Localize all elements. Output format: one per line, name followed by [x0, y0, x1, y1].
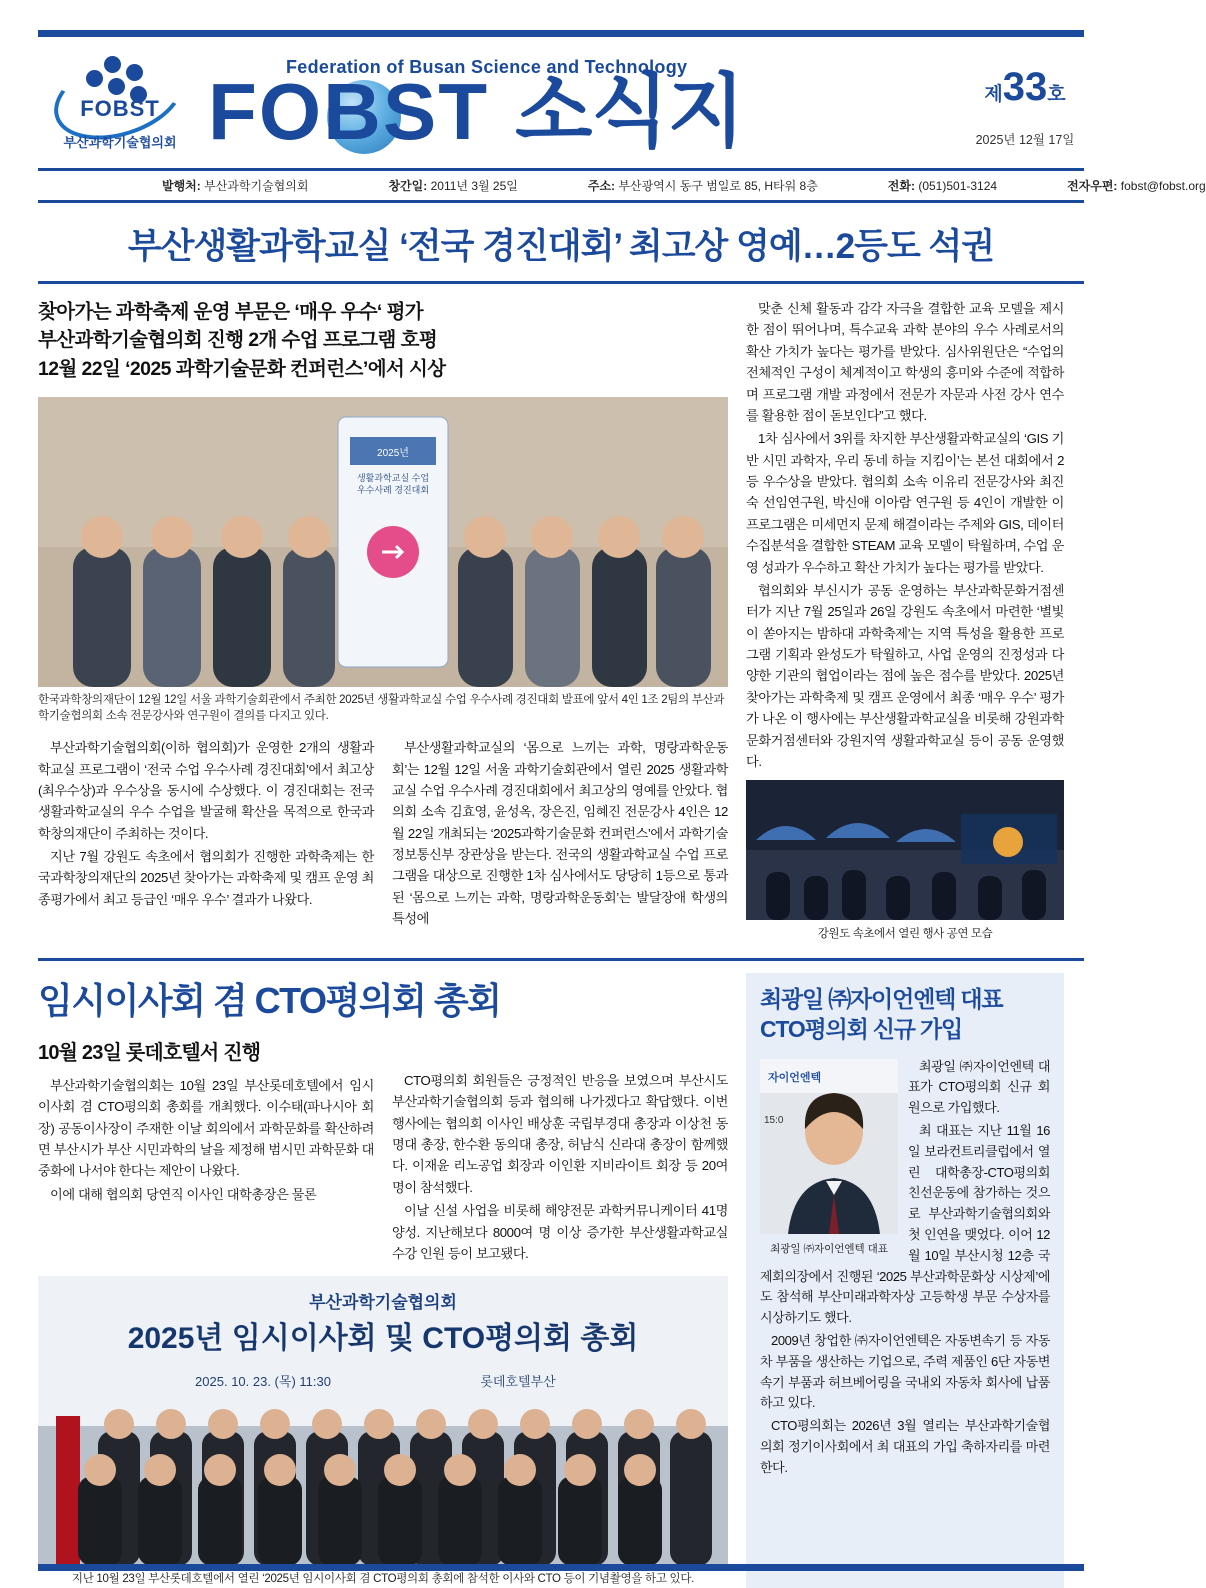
english-title: Federation of Busan Science and Technology	[286, 57, 688, 77]
issue-number-line	[966, 65, 1084, 110]
email-value: fobst@fobst.org	[1120, 179, 1206, 193]
photo3-date: 2025. 10. 23. (목) 11:30	[195, 1374, 331, 1390]
masthead	[38, 41, 1084, 166]
publisher-value: 부산과학기술협의회	[204, 179, 309, 193]
article2-col2-p2: 이날 신설 사업을 비롯해 해양전문 과학커뮤니케이터 41명 양성. 지난해보다 8000여 명 이상 증가한 부산생활과학교실 수강 인원 등이 보고됐다.	[392, 1203, 728, 1261]
phone-label: 전화:	[887, 179, 915, 193]
phone-value: (051)501-3124	[918, 179, 998, 193]
phone-info	[888, 177, 997, 194]
fobst-logo	[38, 46, 200, 162]
top-rule	[38, 30, 1084, 37]
article1-col1-p1: 부산과학기술협의회(이하 협의회)가 운영한 2개의 생활과학교실 프로그램이 ‘전국 수업 우수사례 경진대회’에서 최고상(최우수상)과 우수상을 동시에 수상했다. 이 경진대회는 전국 생활과학교실의 우수 수업을 발굴해 확산을 목적으로 한국과학창의재단이 주최하는 것이다.	[38, 740, 374, 841]
title-block	[200, 57, 966, 156]
main-title-en: FOBST	[208, 67, 490, 156]
logo-subtitle: 부산과학기술협의회	[63, 134, 177, 150]
info-bar	[38, 171, 1206, 200]
article1-col1-p2: 지난 7월 강원도 속초에서 협의회가 진행한 과학축제는 한국과학창의재단의 2025년 찾아가는 과학축제 및 캠프 운영 최종평가에서 최고 등급인 ‘매우 우수’ 결과가 나왔다.	[38, 849, 374, 907]
email-info	[1067, 177, 1206, 194]
article2-subhead: 10월 23일 롯데호텔서 진행	[38, 1041, 261, 1064]
founded-label: 창간일:	[388, 179, 428, 193]
article1-col3-p3: 협의회와 부신시가 공동 운영하는 부산과학문화거점센터가 지난 7월 25일과 26일 강원도 속초에서 마련한 ‘별빛이 쏟아지는 밤하대 과학축제’는 지역 특성을 활용한 프로그램 기획과 완성도가 탁월하고, 사업 운영의 진정성과 다양한 기관의 협업이라는 점에 높은 점수를 받았다. 2025년 찾아가는 과학축제 및 캠프 운영에서 최종 ‘매우 우수’ 평가가 나온 이 행사에는 부산생활과학교실을 비롯해 강원과학문화거점센터와 강원지역 생활과학교실 등이 공동 운영했다.	[746, 582, 1064, 769]
main-title-ko: 소식지	[515, 67, 744, 156]
portrait-illustration	[760, 1059, 898, 1234]
issue-prefix: 제	[984, 84, 1003, 105]
sidebar-title-line1: 최광일 ㈜자이언엔텍 대표	[760, 985, 1003, 1012]
issue-suffix: 호	[1047, 84, 1066, 105]
issue-date: 2025년 12월 17일	[975, 133, 1075, 147]
article2-body	[38, 1036, 728, 1266]
photo1-illustration	[38, 397, 728, 687]
photo3-illustration	[38, 1276, 728, 1566]
address-label: 주소:	[587, 179, 616, 193]
lead-line-1: 찾아가는 과학축제 운영 부문은 ‘매우 우수‘ 평가	[38, 301, 424, 323]
article2-col1-p1: 부산과학기술협의회는 10월 23일 부산롯데호텔에서 임시이사회 겸 CTO평의회 총회를 개최했다. 이수태(파나시아 회장) 공동이사장이 주재한 이날 회의에서 과학문화를 확산하려면 부산시가 부산 시민과학의 날을 제정해 범시민 과학문화 대중화에 나서야 한다는 제안이 나왔다.	[38, 1077, 374, 1179]
address-info	[588, 177, 818, 194]
photo3-title-line1: 부산과학기술협의회	[309, 1293, 457, 1313]
article1-col3	[746, 298, 1064, 944]
article1-col2	[392, 737, 728, 931]
bottom-section	[38, 973, 1084, 1588]
article1-columns	[38, 737, 728, 931]
article2-headline: 임시이사회 겸 CTO평의회 총회	[38, 979, 501, 1021]
publisher-info	[162, 177, 308, 194]
address-value: 부산광역시 동구 범일로 85, H타워 8층	[618, 179, 818, 193]
photo3-title-line2: 2025년 임시이사회 및 CTO평의회 총회	[127, 1322, 639, 1356]
sidebar-portrait	[760, 1059, 898, 1234]
article1-headline: 부산생활과학교실 ‘전국 경진대회’ 최고상 영예…2등도 석권	[127, 227, 995, 266]
founded-info	[388, 177, 517, 194]
headline-rule	[38, 281, 1084, 284]
sidebar-article	[746, 973, 1064, 1588]
lead-line-3: 12월 22일 ‘2025 과학기술문화 컨퍼런스’에서 시상	[38, 357, 446, 380]
article1-col3-p2: 1차 심사에서 3위를 차지한 부산생활과학교실의 ‘GIS 기반 시민 과학자, 우리 동네 하늘 지킴이’는 본선 대회에서 2등 우수상을 받았다. 협의회 소속 이유리 전문강사와 최진숙 선임연구원, 박신애 이아람 연구원 등 4인이 개발한 이 프로그램은 미세먼지 문제 해결이라는 주제와 GIS, 데이터 수집분석을 결합한 STEAM 교육 모델이 탁월하며, 수업 운영 성과가 우수하고 확산 가치가 높다는 평가를 받았다.	[746, 431, 1064, 575]
photo3-place: 롯데호텔부산	[480, 1374, 556, 1390]
article1-photo-group	[38, 397, 728, 687]
issue-number: 33	[1002, 65, 1048, 109]
sidebar-title-line2: CTO평의회 신규 가입	[760, 1015, 963, 1042]
article1-lead	[38, 298, 728, 383]
svg-text:생활과학교실 수업: 생활과학교실 수업	[356, 472, 430, 483]
sidebar-portrait-caption: 최광일 ㈜자이언엔텍 대표	[770, 1242, 888, 1255]
issue-box	[966, 59, 1084, 148]
bottom-rule	[38, 1564, 1084, 1571]
founded-value: 2011년 3월 25일	[430, 179, 518, 193]
lead-line-2: 부산과학기술협의회 진행 2개 수업 프로그램 호평	[38, 329, 438, 352]
svg-text:2025년: 2025년	[377, 447, 409, 459]
sidebar-p1: 최광일 ㈜자이언엔텍 대표가 CTO평의회 신규 회원으로 가입했다.	[908, 1058, 1050, 1116]
portrait-brand: 자이언엔텍	[768, 1071, 822, 1084]
article1-photo1-caption: 한국과학창의재단이 12월 12일 서울 과학기술회관에서 주최한 2025년 생활과학교실 수업 우수사례 경진대회 발표에 앞서 4인 1조 2팀의 부산과학기술협의회 소속 전문강사와 연구원이 결의를 다지고 있다.	[38, 693, 725, 723]
article1-col3-p1: 맞춘 신체 활동과 감각 자극을 결합한 교육 모델을 제시한 점이 뛰어나며, 특수교육 과학 분야의 우수 사례로서의 확산 가치가 높다는 평가를 받았다. 심사위원단은 “수업의 전체적인 구성이 체계적이고 학생의 흥미와 수준에 적합하며 프로그램 개발 과정에서 전문가 자문과 사전 강사 연수를 활용한 점이 돋보인다”고 했다.	[746, 301, 1064, 423]
section-divider	[38, 958, 1084, 961]
photo2-illustration	[746, 780, 1064, 920]
sidebar-title	[760, 985, 1050, 1045]
article2-col2	[392, 1036, 728, 1266]
article2-col1-p2: 이에 대해 협의회 당연직 이사인 대학총장은 물론	[50, 1186, 317, 1202]
article1-photo2	[746, 780, 1064, 920]
article1-col2-p1: 부산생활과학교실의 ‘몸으로 느끼는 과학, 명랑과학운동회’는 12월 12일 서울 과학기술회관에서 열린 2025 생활과학교실 수업 우수사례 경진대회에서 최고상의 영예를 안았다. 협의회 소속 김효영, 윤성옥, 장은진, 임혜진 전문강사 4인은 12월 22일 개최되는 ‘2025과학기술문화 컨퍼런스’에서 과학기술정보통신부 장관상을 받는다. 전국의 생활과학교실 수업 프로그램을 대상으로 진행한 1차 심사에서도 당당히 1등으로 통과된 ‘몸으로 느끼는 과학, 명랑과학운동회’는 발달장애 학생의 특성에	[392, 740, 728, 927]
article2-col2-p1: CTO평의회 회원들은 긍정적인 반응을 보였으며 부산시도 부산과학기술협의회 등과 협의해 나가겠다고 확답했다. 이번 행사에는 협의회 이사인 배상훈 국립부경대 총장과 이상천 동명대 총장, 한수환 동의대 총장, 허남식 신라대 총장이 함께했다. 이재윤 리노공업 회장과 이인환 지비라이트 회장 등 20여 명이 참석했다.	[392, 1072, 728, 1195]
sidebar-p3: 2009년 창업한 ㈜자이언엔텍은 자동변속기 등 자동차 부품을 생산하는 기업으로, 주력 제품인 6단 자동변속기 부품과 허브베어링을 국내외 자동차 회사에 납품하고 있다.	[760, 1333, 1050, 1411]
article1	[38, 298, 1084, 944]
article2-photo-caption: 지난 10월 23일 부산롯데호텔에서 열린 ‘2025년 임시이사회 겸 CTO평의회 총회에 참석한 이사와 CTO 등이 기념촬영을 하고 있다.	[71, 1573, 695, 1586]
article1-col1	[38, 737, 374, 931]
publisher-label: 발행처:	[162, 179, 201, 193]
sidebar-p2: 최 대표는 지난 11월 16일 보라컨트리클럽에서 열린 대학총장-CTO평의회 친선운동에 참가하는 것으로 부산과학기술협의회와 첫 인연을 맺었다. 이어 12월 10일 부산시청 12층 국제회의장에서 진행된 ‘2025 부산과학문화상 시상제’에도 참석해 부산미래과학자상 고등학생 부문 수상자를 시상하기도 했다.	[760, 1123, 1050, 1326]
article2-col1	[38, 1036, 374, 1266]
email-label: 전자우편:	[1067, 179, 1118, 193]
article1-photo2-caption: 강원도 속초에서 열린 행사 공연 모습	[817, 928, 993, 941]
logo-wordmark: FOBST	[80, 95, 160, 121]
portrait-time: 15:0	[764, 1114, 784, 1126]
article2-photo	[38, 1276, 728, 1566]
article2	[38, 973, 728, 1588]
article1-left	[38, 298, 728, 944]
svg-text:우수사례 경진대회: 우수사례 경진대회	[356, 484, 430, 495]
sidebar-p4: CTO평의회는 2026년 3월 열리는 부산과학기술협의회 정기이사회에서 최 대표의 가입 축하자리를 마련한다.	[760, 1418, 1050, 1475]
